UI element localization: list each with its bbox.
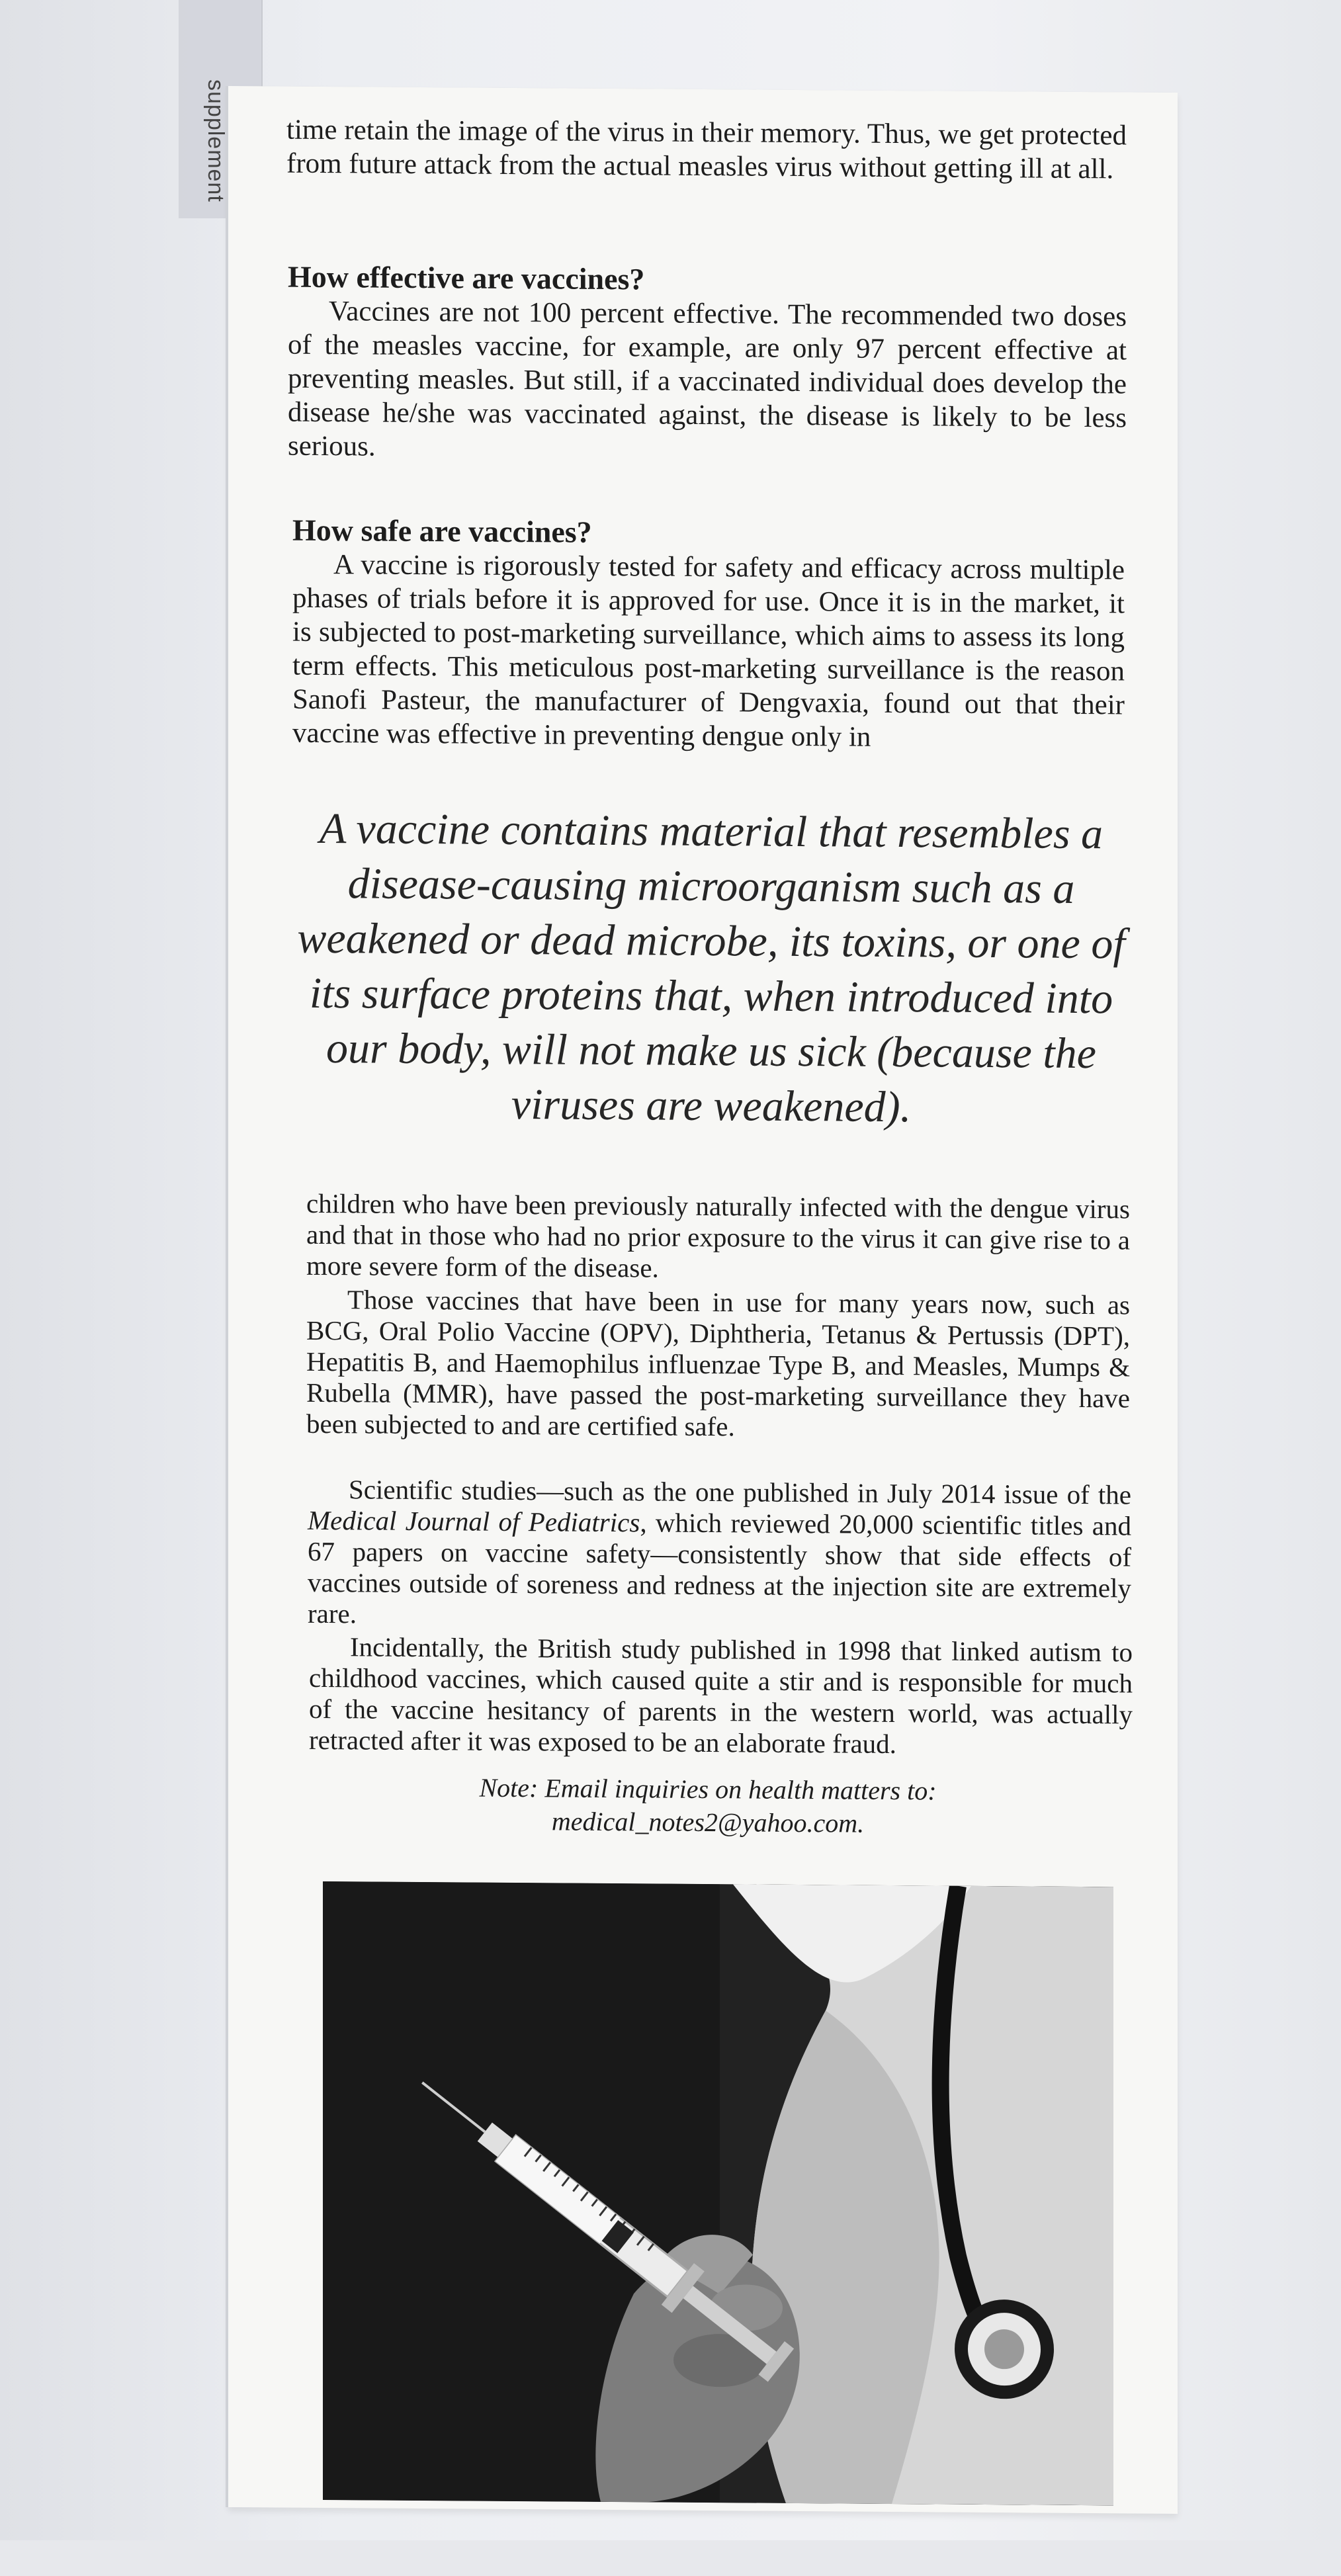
pull-quote: A vaccine contains material that resembles a disease-causing microorganism such as a weakened or dead microbe, its toxins, or one of its surface proteins that, when introduced into our body, will not make us sick (because the viruses are weakened).	[297, 804, 1125, 1132]
journal-title: Medical Journal of Pediatrics	[308, 1504, 640, 1538]
tape-label: supplement	[203, 79, 228, 202]
vaccines-list-paragraph: Those vaccines that have been in use for many years now, such as BCG, Oral Polio Vaccine (OPV), Diphtheria, Tetanus & Pertussis (DPT), Hepatitis B, and Haemophilus influenzae Type B, and Measles, Mumps & Rubella (MMR), have passed the post-marketing surveillance they have been subjected to and are certified safe.	[306, 1284, 1130, 1442]
retraction-paragraph: Incidentally, the British study published in 1998 that linked autism to childhood vaccines, which caused quite a stir and is responsible for much of the vaccine hesitancy of parents in the western world, was actually retracted after it was exposed to be an elaborate fraud.	[309, 1631, 1133, 1760]
intro-paragraph: time retain the image of the virus in their memory. Thus, we get protected from future attack from the actual measles virus without getting ill at all.	[286, 114, 1127, 185]
scientific-studies-paragraph	[308, 1474, 1131, 1635]
heading-effectiveness: How effective are vaccines?	[288, 259, 645, 296]
continuation-paragraph: children who have been previously naturally infected with the dengue virus and that in those who had no prior exposure to the virus it can give rise to a more severe form of the disease.	[306, 1187, 1130, 1283]
newspaper-clipping	[228, 86, 1178, 2514]
effectiveness-paragraph: Vaccines are not 100 percent effective. The recommended two doses of the measles vaccine, for example, are only 97 percent effective at preventing measles. But still, if a vaccinated individual does develop the disease he/she was vaccinated against, the disease is likely to be less serious.	[288, 296, 1127, 462]
scientific-text-end: , which reviewed 20,000 scientific titles and 67 papers on vaccine safety—consistently show that side effects of vaccines outside of soreness and redness at the injection site are extremely rare.	[308, 1507, 1131, 1629]
scientific-text-start: Scientific studies—such as the one published in July 2014 issue of the	[349, 1474, 1131, 1510]
email-address: medical_notes2@yahoo.com.	[551, 1806, 865, 1838]
note-line: Note: Email inquiries on health matters to:	[479, 1772, 937, 1806]
heading-safety: How safe are vaccines?	[292, 513, 592, 549]
safety-paragraph: A vaccine is rigorously tested for safety and efficacy across multiple phases of trials before it is approved for use. Once it is in the market, it is subjected to post-marketing surveillance, which aims to assess its long term effects. This meticulous post-marketing surveillance is the reason Sanofi Pasteur, the manufacturer of Dengvaxia, found out that their vaccine was effective in preventing dengue only in	[292, 549, 1125, 753]
doctor-syringe-photo	[323, 1881, 1113, 2505]
